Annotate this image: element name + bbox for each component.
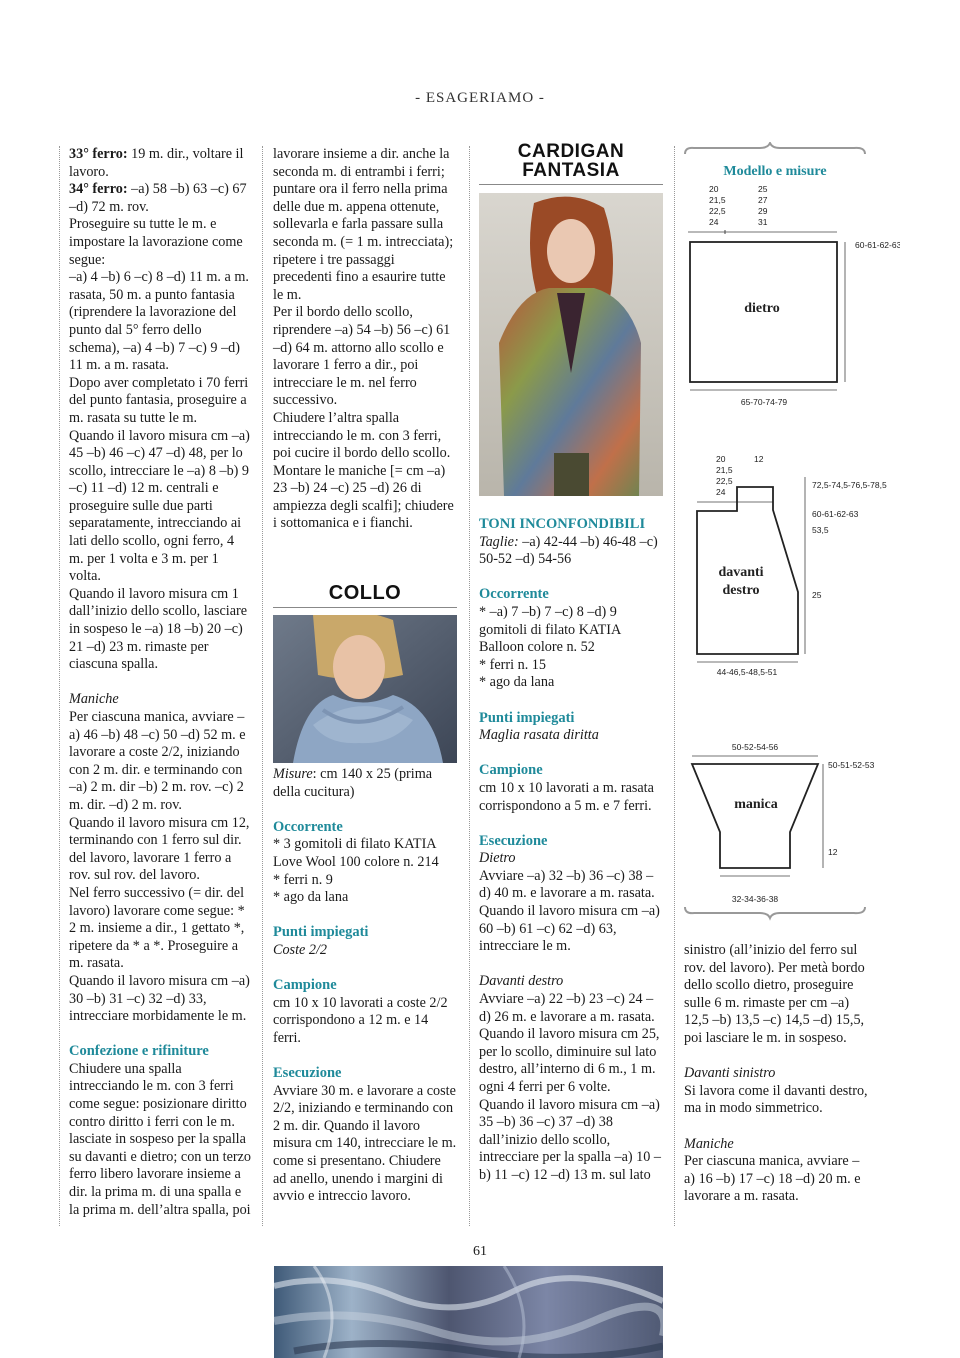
- column-4-text: [684, 942, 868, 1206]
- section-heading: Punti impiegati: [273, 924, 369, 941]
- svg-text:21,5: 21,5: [716, 465, 733, 475]
- paragraph: Misure: cm 140 x 25 (prima della cucitura): [273, 766, 433, 800]
- paragraph: Montare le maniche [= cm –a) 23 –b) 24 –c) 25 –d) 26 di ampiezza degli scalfi]; chiudere i sottomanica e i fianchi.: [273, 462, 454, 532]
- svg-text:manica: manica: [734, 797, 778, 812]
- paragraph: Coste 2/2: [273, 941, 327, 958]
- paragraph: 33° ferro: 19 m. dir., voltare il lavoro.: [69, 146, 244, 180]
- section-heading: Punti impiegati: [479, 709, 575, 726]
- title-rule: [273, 607, 457, 608]
- davanti-destro-piece: [697, 454, 887, 677]
- paragraph: Quando il lavoro misura cm –a) 30 –b) 31 –c) 32 –d) 33, intrecciare morbidamente le m.: [69, 972, 250, 1025]
- svg-text:12: 12: [828, 847, 838, 857]
- section-heading: Esecuzione: [273, 1065, 342, 1082]
- paragraph: Avviare 30 m. e lavorare a coste 2/2, iniziando e terminando con 2 m. dir. Quando il lavoro misura cm 140, intrecciare le m. come si presentano. Chiudere ad anello, unendo i margini di avvio e intreccio lavoro.: [273, 1082, 457, 1205]
- collo-text: [273, 766, 457, 1206]
- section-heading: TONI INCONFONDIBILI: [479, 516, 646, 532]
- svg-text:44-46,5-48,5-51: 44-46,5-48,5-51: [716, 667, 778, 677]
- schematic-diagram: [680, 142, 900, 922]
- paragraph: Taglie: –a) 42-44 –b) 46-48 –c) 50-52 –d) 54-56: [479, 533, 658, 568]
- svg-text:21,5: 21,5: [709, 195, 726, 205]
- paragraph: Nel ferro successivo (= dir. del lavoro) lavorare come segue: * 2 m. insieme a dir., 1 gettato *, ripetere da * a *. Proseguire a m. rasata.: [69, 884, 245, 972]
- column-1: [69, 146, 252, 1219]
- list-item: * 3 gomitoli di filato KATIA Love Wool 100 colore n. 214: [273, 836, 439, 870]
- manica-piece: [692, 742, 875, 904]
- paragraph: Chiudere una spalla intrecciando le m. con 3 ferri come segue: posizionare diritto contro diritto i ferri con le m. lasciate in sospeso per la spalla su davanti e dietro; con un terzo ferro libero lavorare insieme a dir. la prima m. di una spalla e la prima m. dell’altra spalla, poi: [69, 1060, 252, 1218]
- svg-text:22,5: 22,5: [709, 206, 726, 216]
- yarn-texture-image: [274, 1266, 663, 1358]
- svg-text:29: 29: [758, 206, 768, 216]
- running-header: - ESAGERIAMO -: [415, 90, 545, 106]
- pattern-title-collo: COLLO: [328, 582, 402, 604]
- paragraph: sinistro (all’inizio del ferro sul rov. del lavoro). Per metà bordo dello scollo dietro, proseguire sulle 6 m. rimaste per cm –a) 12,5 –b) 13,5 –c) 14,5 –d) 15,5, poi lasciare le m. in sospeso.: [684, 942, 865, 1046]
- paragraph: Avviare –a) 22 –b) 23 –c) 24 –d) 26 m. e lavorare a m. rasata.: [479, 991, 655, 1025]
- svg-text:60-61-62-63: 60-61-62-63: [812, 509, 859, 519]
- column-rule: [59, 146, 60, 1226]
- paragraph: Chiudere l’altra spalla intrecciando le m. con 3 ferri, poi cucire il bordo dello scollo.: [273, 409, 451, 462]
- paragraph: Maglia rasata diritta: [479, 727, 599, 744]
- paragraph: Dopo aver completato i 70 ferri del punto fantasia, proseguire a m. rasata su tutte le m.: [69, 374, 249, 426]
- paragraph: lavorare insieme a dir. anche la seconda m. di entrambi i ferri; puntare ora il ferro nella prima delle due m. appena ottenute, sollevarla e farla passare sulla seconda m. (= 1 m. intrecciata); ripetere i tre passaggi precedenti fino a esaurire tutte le m.: [273, 146, 454, 303]
- svg-text:53,5: 53,5: [812, 525, 829, 535]
- paragraph: Per ciascuna manica, avviare –a) 16 –b) 17 –c) 18 –d) 20 m. e lavorare a m. rasata.: [684, 1153, 861, 1205]
- title-line: FANTASIA: [522, 160, 620, 181]
- svg-text:27: 27: [758, 195, 768, 205]
- subsection-title: Davanti sinistro: [684, 1065, 776, 1082]
- svg-text:60-61-62-63: 60-61-62-63: [855, 240, 900, 250]
- column-3: [479, 516, 663, 1185]
- collo-photo: [273, 615, 457, 763]
- diagram-title: Modello e misure: [723, 164, 827, 179]
- svg-text:dietro: dietro: [744, 301, 780, 316]
- svg-text:24: 24: [716, 487, 726, 497]
- section-heading: Campione: [479, 762, 543, 779]
- paragraph: Quando il lavoro misura cm 1 dall’inizio dello scollo, lasciare in sospeso le –a) 18 –b) 20 –c) 21 –d) 23 m. rimaste per ciascuna spalla.: [69, 585, 248, 673]
- paragraph: Per il bordo dello scollo, riprendere –a) 54 –b) 56 –c) 61 –d) 64 m. attorno allo scollo e lavorare 1 ferro a dir., poi intrecciare le m. nel ferro successivo.: [273, 304, 451, 409]
- paragraph: cm 10 x 10 lavorati a m. rasata corrispondono a 5 m. e 7 ferri.: [479, 779, 654, 814]
- paragraph: Si lavora come il davanti destro, ma in modo simmetrico.: [684, 1082, 868, 1117]
- svg-text:davanti: davanti: [718, 565, 764, 580]
- list-item: * ago da lana: [479, 674, 555, 691]
- list-item: * ferri n. 15: [479, 656, 546, 673]
- svg-text:31: 31: [758, 217, 768, 227]
- list-item: * –a) 7 –b) 7 –c) 8 –d) 9 gomitoli di filato KATIA Balloon colore n. 52: [479, 603, 621, 656]
- paragraph: 34° ferro: –a) 58 –b) 63 –c) 67 –d) 72 m. rov.: [69, 181, 247, 215]
- paragraph: Quando il lavoro misura cm 12, terminando con 1 ferro sul dir. del lavoro, lavorare 1 ferro a rov. sul rov. del lavoro.: [69, 814, 250, 884]
- list-item: * ferri n. 9: [273, 871, 333, 888]
- svg-text:12: 12: [754, 454, 764, 464]
- svg-text:50-51-52-53: 50-51-52-53: [828, 760, 875, 770]
- paragraph: Quando il lavoro misura cm 25, per lo scollo, diminuire sul lato destro, all’interno di 6 m., 1 m. ogni 4 ferri per 6 volte.: [479, 1026, 660, 1095]
- svg-text:destro: destro: [722, 583, 760, 598]
- section-heading: Occorrente: [479, 586, 549, 603]
- brace-decoration: [685, 143, 865, 154]
- section-heading: Confezione e rifiniture: [69, 1043, 209, 1060]
- svg-text:22,5: 22,5: [716, 476, 733, 486]
- paragraph: Avviare –a) 32 –b) 36 –c) 38 –d) 40 m. e lavorare a m. rasata.: [479, 867, 655, 902]
- svg-text:20: 20: [716, 454, 726, 464]
- page-number: 61: [473, 1244, 487, 1259]
- list-item: * ago da lana: [273, 889, 349, 906]
- subsection-title: Davanti destro: [479, 973, 564, 990]
- svg-text:25: 25: [758, 184, 768, 194]
- cardigan-photo: [479, 193, 663, 496]
- section-heading: Esecuzione: [479, 832, 548, 849]
- title-rule: [479, 184, 663, 185]
- paragraph: –a) 4 –b) 6 –c) 8 –d) 11 m. a m. rasata, 50 m. a punto fantasia (riprendere la lavorazione del punto dal 5° ferro dello schema), –a) 4 –b) 7 –c) 9 –d) 11 m. a m. rasata.: [69, 269, 249, 374]
- pattern-title-cardigan: [479, 142, 663, 180]
- paragraph: Quando il lavoro misura cm –a) 60 –b) 61 –c) 62 –d) 63, intrecciare le m.: [479, 903, 660, 955]
- paragraph: Quando il lavoro misura cm –a) 35 –b) 36 –c) 37 –d) 38 dall’inizio dello scollo, intrecciare per la spalla –a) 10 –b) 11 –c) 12 –d) 13 m. sul lato: [479, 1096, 661, 1183]
- paragraph: Per ciascuna manica, avviare –a) 46 –b) 48 –c) 50 –d) 52 m. e lavorare a coste 2/2, iniziando con 2 m. dir. e terminando con –a) 2 m. dir –b) 2 m. rov. –c) 2 m. dir. –d) 2 m. rov.: [69, 709, 246, 813]
- section-title: Maniche: [69, 691, 119, 708]
- section-heading: Campione: [273, 977, 337, 994]
- svg-text:72,5-74,5-76,5-78,5: 72,5-74,5-76,5-78,5: [812, 480, 887, 490]
- svg-text:24: 24: [709, 217, 719, 227]
- svg-text:32-34-36-38: 32-34-36-38: [731, 894, 779, 904]
- title-line: CARDIGAN: [517, 141, 625, 162]
- column-rule: [262, 146, 263, 1226]
- paragraph: Proseguire su tutte le m. e impostare la lavorazione come segue:: [69, 216, 243, 268]
- paragraph: cm 10 x 10 lavorati a coste 2/2 corrispondono a 12 m. e 14 ferri.: [273, 994, 448, 1046]
- section-heading: Occorrente: [273, 818, 343, 835]
- svg-text:65-70-74-79: 65-70-74-79: [740, 397, 788, 407]
- subsection-title: Maniche: [684, 1135, 734, 1152]
- dietro-piece: [688, 184, 900, 407]
- column-rule: [674, 146, 675, 1226]
- column-2: [273, 146, 457, 533]
- svg-text:25: 25: [812, 590, 822, 600]
- svg-text:20: 20: [709, 184, 719, 194]
- paragraph: Quando il lavoro misura cm –a) 45 –b) 46 –c) 47 –d) 48, per lo scollo, intrecciare le –a) 8 –b) 9 –c) 11 –d) 12 m. centrali e proseguire sulle due parti separatamente, intrecciando ai lati dello scollo, ogni ferro, 4 m. per 1 volta e 3 m. per 1 volta.: [69, 427, 250, 585]
- brace-decoration: [685, 907, 865, 918]
- column-rule: [469, 146, 470, 1226]
- subsection-title: Dietro: [479, 850, 516, 867]
- svg-text:50-52-54-56: 50-52-54-56: [731, 742, 779, 752]
